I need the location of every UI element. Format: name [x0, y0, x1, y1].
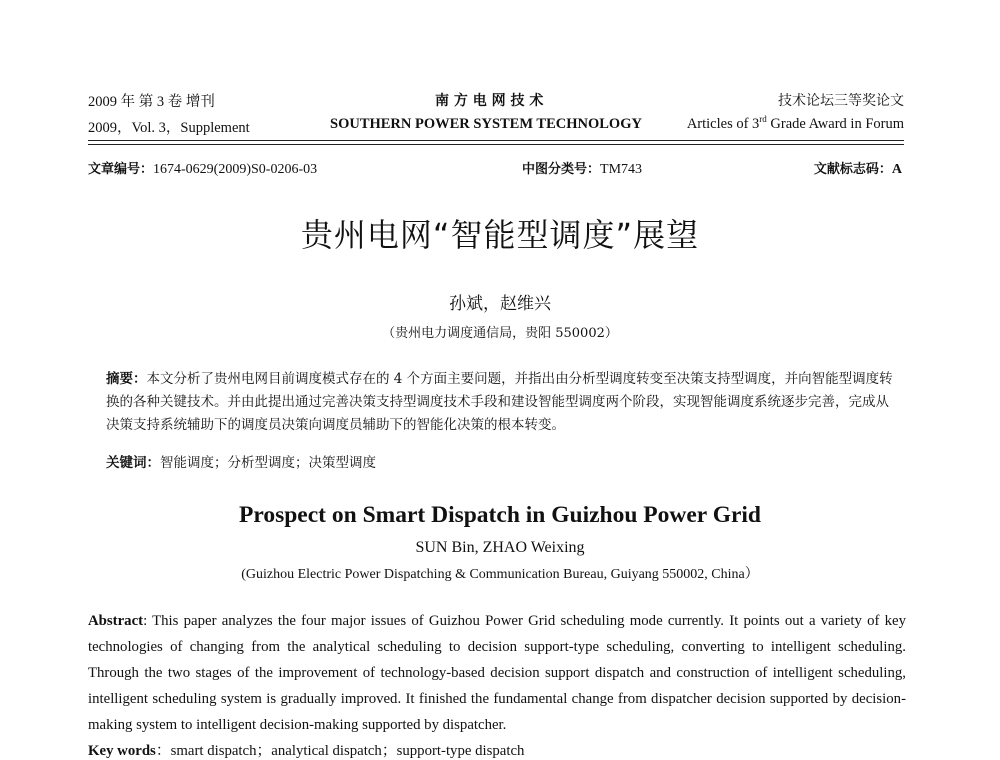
header-journal-en: SOUTHERN POWER SYSTEM TECHNOLOGY	[330, 116, 642, 132]
keywords-en: Key words：smart dispatch；analytical dispatch；support-type dispatch	[88, 743, 525, 759]
header-journal-cn: 南 方 电 网 技 术	[435, 93, 544, 109]
document-code: 文献标志码：A	[813, 162, 902, 177]
header-rule-top	[88, 140, 904, 141]
header-award-en: Articles of 3rd Grade Award in Forum	[686, 114, 904, 132]
keywords-cn: 关键词：智能调度；分析型调度；决策型调度	[106, 455, 376, 471]
header-volume-cn: 2009 年 第 3 卷 增刊	[88, 94, 215, 110]
article-number: 文章编号：1674-0629(2009)S0-0206-03	[88, 162, 318, 177]
clc-number: 中图分类号：TM743	[522, 162, 643, 177]
authors-cn: 孙斌，赵维兴	[449, 294, 551, 314]
header-rule-bottom	[88, 144, 904, 145]
abstract-cn: 摘要：本文分析了贵州电网目前调度模式存在的 4 个方面主要问题，并指出由分析型调度转变至决策支持型调度，并向智能型调度转换的各种关键技术。并由此提出通过完善决策支持型调度技术手段和建设智能型调度两个阶段，实现智能调度系统逐步完善，完成从决策支持系统辅助下的调度员决策向调度员辅助下的智能化决策的根本转变。	[106, 371, 893, 433]
header-volume-en: 2009，Vol. 3，Supplement	[88, 120, 250, 136]
abstract-en: Abstract: This paper analyzes the four major issues of Guizhou Power Grid scheduling mode currently. It points out a variety of key technologies of changing from the analytical scheduling to decision support-type scheduling, converting to intelligent scheduling. Through the two stages of the improvement of technology-based decision support dispatch and construction of intelligent scheduling, intelligent scheduling system is gradually improved. It finished the fundamental change from dispatcher decision supported by decision-making system to intelligent decision-making supported by dispatcher.	[88, 613, 906, 733]
affiliation-cn: （贵州电力调度通信局，贵阳 550002）	[382, 326, 618, 341]
header-award-cn: 技术论坛三等奖论文	[778, 93, 904, 109]
title-cn: 贵州电网“智能型调度”展望	[300, 216, 700, 254]
affiliation-en: (Guizhou Electric Power Dispatching & Communication Bureau, Guiyang 550002, China）	[241, 567, 759, 582]
title-en: Prospect on Smart Dispatch in Guizhou Power Grid	[238, 502, 761, 528]
authors-en: SUN Bin, ZHAO Weixing	[415, 539, 585, 556]
